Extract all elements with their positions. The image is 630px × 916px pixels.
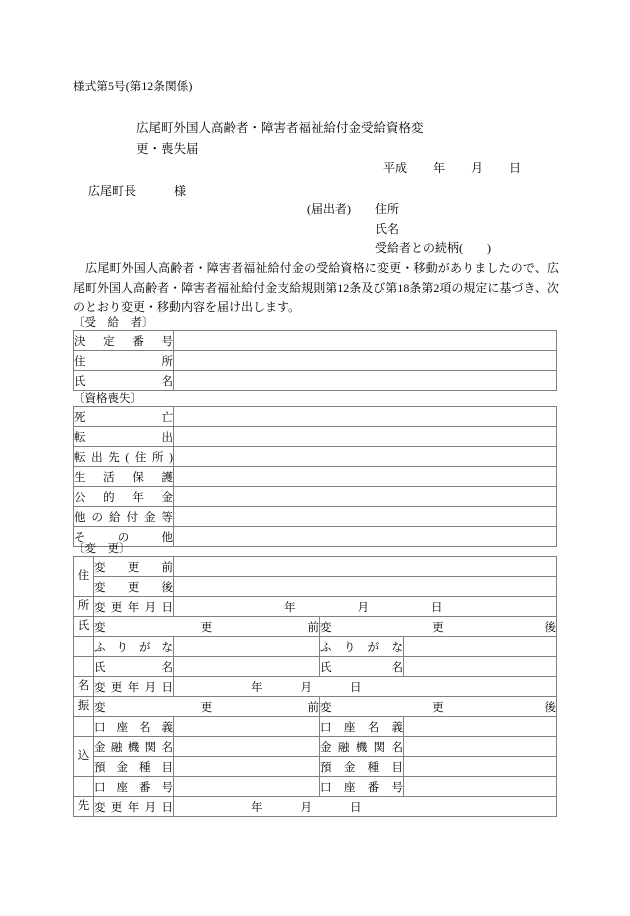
disqualification-value-death[interactable] bbox=[174, 407, 557, 427]
submitter-block bbox=[307, 200, 491, 259]
table-row bbox=[74, 371, 557, 391]
change-bank-day-unit: 日 bbox=[350, 801, 362, 814]
change-bank-value-holder-after[interactable] bbox=[404, 717, 557, 737]
table-row bbox=[74, 331, 557, 351]
era-label: 平成 bbox=[383, 161, 408, 175]
document-title-line-1: 広尾町外国人高齢者・障害者福祉給付金受給資格変 bbox=[136, 121, 424, 135]
table-row bbox=[74, 507, 557, 527]
change-name-label-furigana-before: ふりがな bbox=[94, 637, 174, 657]
section-caption-change: 〔変 更〕 bbox=[73, 543, 131, 555]
change-table bbox=[73, 556, 557, 817]
change-spine-name-filler-2 bbox=[74, 657, 94, 677]
table-row bbox=[74, 407, 557, 427]
change-address-value-before[interactable] bbox=[174, 557, 557, 577]
table-row bbox=[74, 427, 557, 447]
disqualification-value-moveout[interactable] bbox=[174, 427, 557, 447]
change-bank-month-unit: 月 bbox=[300, 801, 312, 814]
change-bank-value-deposit-type-before[interactable] bbox=[174, 757, 320, 777]
recipient-table bbox=[73, 330, 557, 391]
change-name-value-furigana-before[interactable] bbox=[174, 637, 320, 657]
body-paragraph-text: 広尾町外国人高齢者・障害者福祉給付金の受給資格に変更・移動がありましたので、広尾町外国人高齢者・障害者福祉給付金支給規則第12条及び第18条第2項の規定に基づき、次のとおり変更・移動内容を届け出します。 bbox=[73, 261, 559, 314]
table-row bbox=[74, 577, 557, 597]
table-row bbox=[74, 487, 557, 507]
change-spine-bank-filler-1 bbox=[74, 717, 94, 737]
disqualification-label-other-benefits: 他の給付金等 bbox=[74, 507, 174, 527]
change-name-label-name-after: 氏名 bbox=[320, 657, 404, 677]
era-year-unit: 年 bbox=[433, 161, 446, 175]
table-row bbox=[74, 351, 557, 371]
change-spine-name-bottom: 名 bbox=[74, 677, 94, 697]
change-name-value-furigana-after[interactable] bbox=[404, 637, 557, 657]
change-address-year-unit: 年 bbox=[284, 601, 296, 614]
submitter-row-relation bbox=[307, 239, 491, 259]
change-name-label-furigana-after: ふりがな bbox=[320, 637, 404, 657]
section-caption-recipient: 〔受 給 者〕 bbox=[73, 317, 154, 329]
submitter-label-relation: 受給者との続柄( ) bbox=[375, 241, 491, 255]
document-title-line-2: 更・喪失届 bbox=[136, 142, 199, 156]
change-address-label-before: 変更前 bbox=[94, 557, 174, 577]
change-address-date-row[interactable] bbox=[174, 597, 557, 617]
change-spine-bank-top: 振 bbox=[74, 697, 94, 717]
table-row bbox=[74, 777, 557, 797]
disqualification-value-welfare[interactable] bbox=[174, 467, 557, 487]
change-spine-address-bottom: 所 bbox=[74, 597, 94, 617]
change-spine-bank-filler-2 bbox=[74, 777, 94, 797]
change-bank-value-holder-before[interactable] bbox=[174, 717, 320, 737]
change-address-day-unit: 日 bbox=[431, 601, 443, 614]
table-row bbox=[74, 717, 557, 737]
disqualification-label-public-pension: 公的年金 bbox=[74, 487, 174, 507]
change-bank-date-row[interactable] bbox=[174, 797, 557, 817]
table-row bbox=[74, 557, 557, 577]
change-bank-header-after: 変更後 bbox=[320, 697, 557, 717]
recipient-value-name[interactable] bbox=[174, 371, 557, 391]
table-row bbox=[74, 697, 557, 717]
change-bank-label-deposit-type-before: 預金種目 bbox=[94, 757, 174, 777]
era-day-unit: 日 bbox=[509, 161, 522, 175]
change-address-label-date: 変更年月日 bbox=[94, 597, 174, 617]
section-caption-disqualification: 〔資格喪失〕 bbox=[73, 393, 142, 405]
table-row bbox=[74, 757, 557, 777]
change-bank-value-institution-after[interactable] bbox=[404, 737, 557, 757]
disqualification-value-other-benefits[interactable] bbox=[174, 507, 557, 527]
change-bank-label-institution-before: 金融機関名 bbox=[94, 737, 174, 757]
change-name-label-date: 変更年月日 bbox=[94, 677, 174, 697]
disqualification-value-public-pension[interactable] bbox=[174, 487, 557, 507]
change-address-label-after: 変更後 bbox=[94, 577, 174, 597]
table-row bbox=[74, 447, 557, 467]
change-spine-address-top: 住 bbox=[74, 557, 94, 597]
table-row bbox=[74, 677, 557, 697]
recipient-label-decision-number: 決定番号 bbox=[74, 331, 174, 351]
era-month-unit: 月 bbox=[471, 161, 484, 175]
change-name-value-name-before[interactable] bbox=[174, 657, 320, 677]
change-bank-value-institution-before[interactable] bbox=[174, 737, 320, 757]
change-name-month-unit: 月 bbox=[300, 681, 312, 694]
change-bank-label-holder-after: 口座名義 bbox=[320, 717, 404, 737]
table-row bbox=[74, 657, 557, 677]
table-row bbox=[74, 597, 557, 617]
change-name-label-name-before: 氏名 bbox=[94, 657, 174, 677]
table-row bbox=[74, 527, 557, 547]
table-row bbox=[74, 797, 557, 817]
submitter-label-address: 住所 bbox=[375, 202, 400, 216]
change-bank-value-account-number-before[interactable] bbox=[174, 777, 320, 797]
change-bank-label-deposit-type-after: 預金種目 bbox=[320, 757, 404, 777]
disqualification-table bbox=[73, 406, 557, 547]
form-code: 様式第5号(第12条関係) bbox=[73, 81, 193, 93]
change-address-month-unit: 月 bbox=[357, 601, 369, 614]
change-bank-label-institution-after: 金融機関名 bbox=[320, 737, 404, 757]
change-spine-bank-bottom: 先 bbox=[74, 797, 94, 817]
recipient-label-name: 氏名 bbox=[74, 371, 174, 391]
change-spine-name-filler-1 bbox=[74, 637, 94, 657]
change-bank-header-before: 変更前 bbox=[94, 697, 320, 717]
submitter-row-name bbox=[307, 220, 491, 240]
document-title bbox=[136, 118, 536, 160]
change-bank-year-unit: 年 bbox=[251, 801, 263, 814]
addressee-line bbox=[88, 182, 186, 199]
era-date-line bbox=[383, 159, 521, 176]
change-spine-name-top: 氏 bbox=[74, 617, 94, 637]
recipient-value-address[interactable] bbox=[174, 351, 557, 371]
change-bank-label-date: 変更年月日 bbox=[94, 797, 174, 817]
table-row bbox=[74, 737, 557, 757]
change-bank-label-account-number-after: 口座番号 bbox=[320, 777, 404, 797]
addressee-honorific: 様 bbox=[174, 184, 187, 198]
change-spine-bank-middle: 込 bbox=[74, 737, 94, 777]
change-bank-value-deposit-type-after[interactable] bbox=[404, 757, 557, 777]
recipient-label-address: 住所 bbox=[74, 351, 174, 371]
table-row bbox=[74, 617, 557, 637]
submitter-tag: (届出者) bbox=[307, 202, 351, 216]
disqualification-value-moveout-destination[interactable] bbox=[174, 447, 557, 467]
table-row bbox=[74, 467, 557, 487]
disqualification-label-welfare: 生活保護 bbox=[74, 467, 174, 487]
change-name-header-after: 変更後 bbox=[320, 617, 557, 637]
change-bank-value-account-number-after[interactable] bbox=[404, 777, 557, 797]
addressee-name: 広尾町長 bbox=[88, 184, 137, 198]
submitter-label-name: 氏名 bbox=[375, 221, 400, 236]
change-name-day-unit: 日 bbox=[350, 681, 362, 694]
disqualification-label-death: 死亡 bbox=[74, 407, 174, 427]
submitter-row-address bbox=[307, 200, 491, 220]
change-name-header-before: 変更前 bbox=[94, 617, 320, 637]
disqualification-value-other[interactable] bbox=[174, 527, 557, 547]
change-address-value-after[interactable] bbox=[174, 577, 557, 597]
body-paragraph bbox=[73, 259, 559, 318]
table-row bbox=[74, 637, 557, 657]
change-bank-label-account-number-before: 口座番号 bbox=[94, 777, 174, 797]
change-bank-label-holder-before: 口座名義 bbox=[94, 717, 174, 737]
change-name-value-name-after[interactable] bbox=[404, 657, 557, 677]
disqualification-label-moveout: 転出 bbox=[74, 427, 174, 447]
recipient-value-decision-number[interactable] bbox=[174, 331, 557, 351]
change-name-date-row[interactable] bbox=[174, 677, 557, 697]
disqualification-label-moveout-destination: 転出先(住所) bbox=[74, 447, 174, 467]
change-name-year-unit: 年 bbox=[251, 681, 263, 694]
disqualification-label-other: その他 bbox=[74, 527, 174, 547]
